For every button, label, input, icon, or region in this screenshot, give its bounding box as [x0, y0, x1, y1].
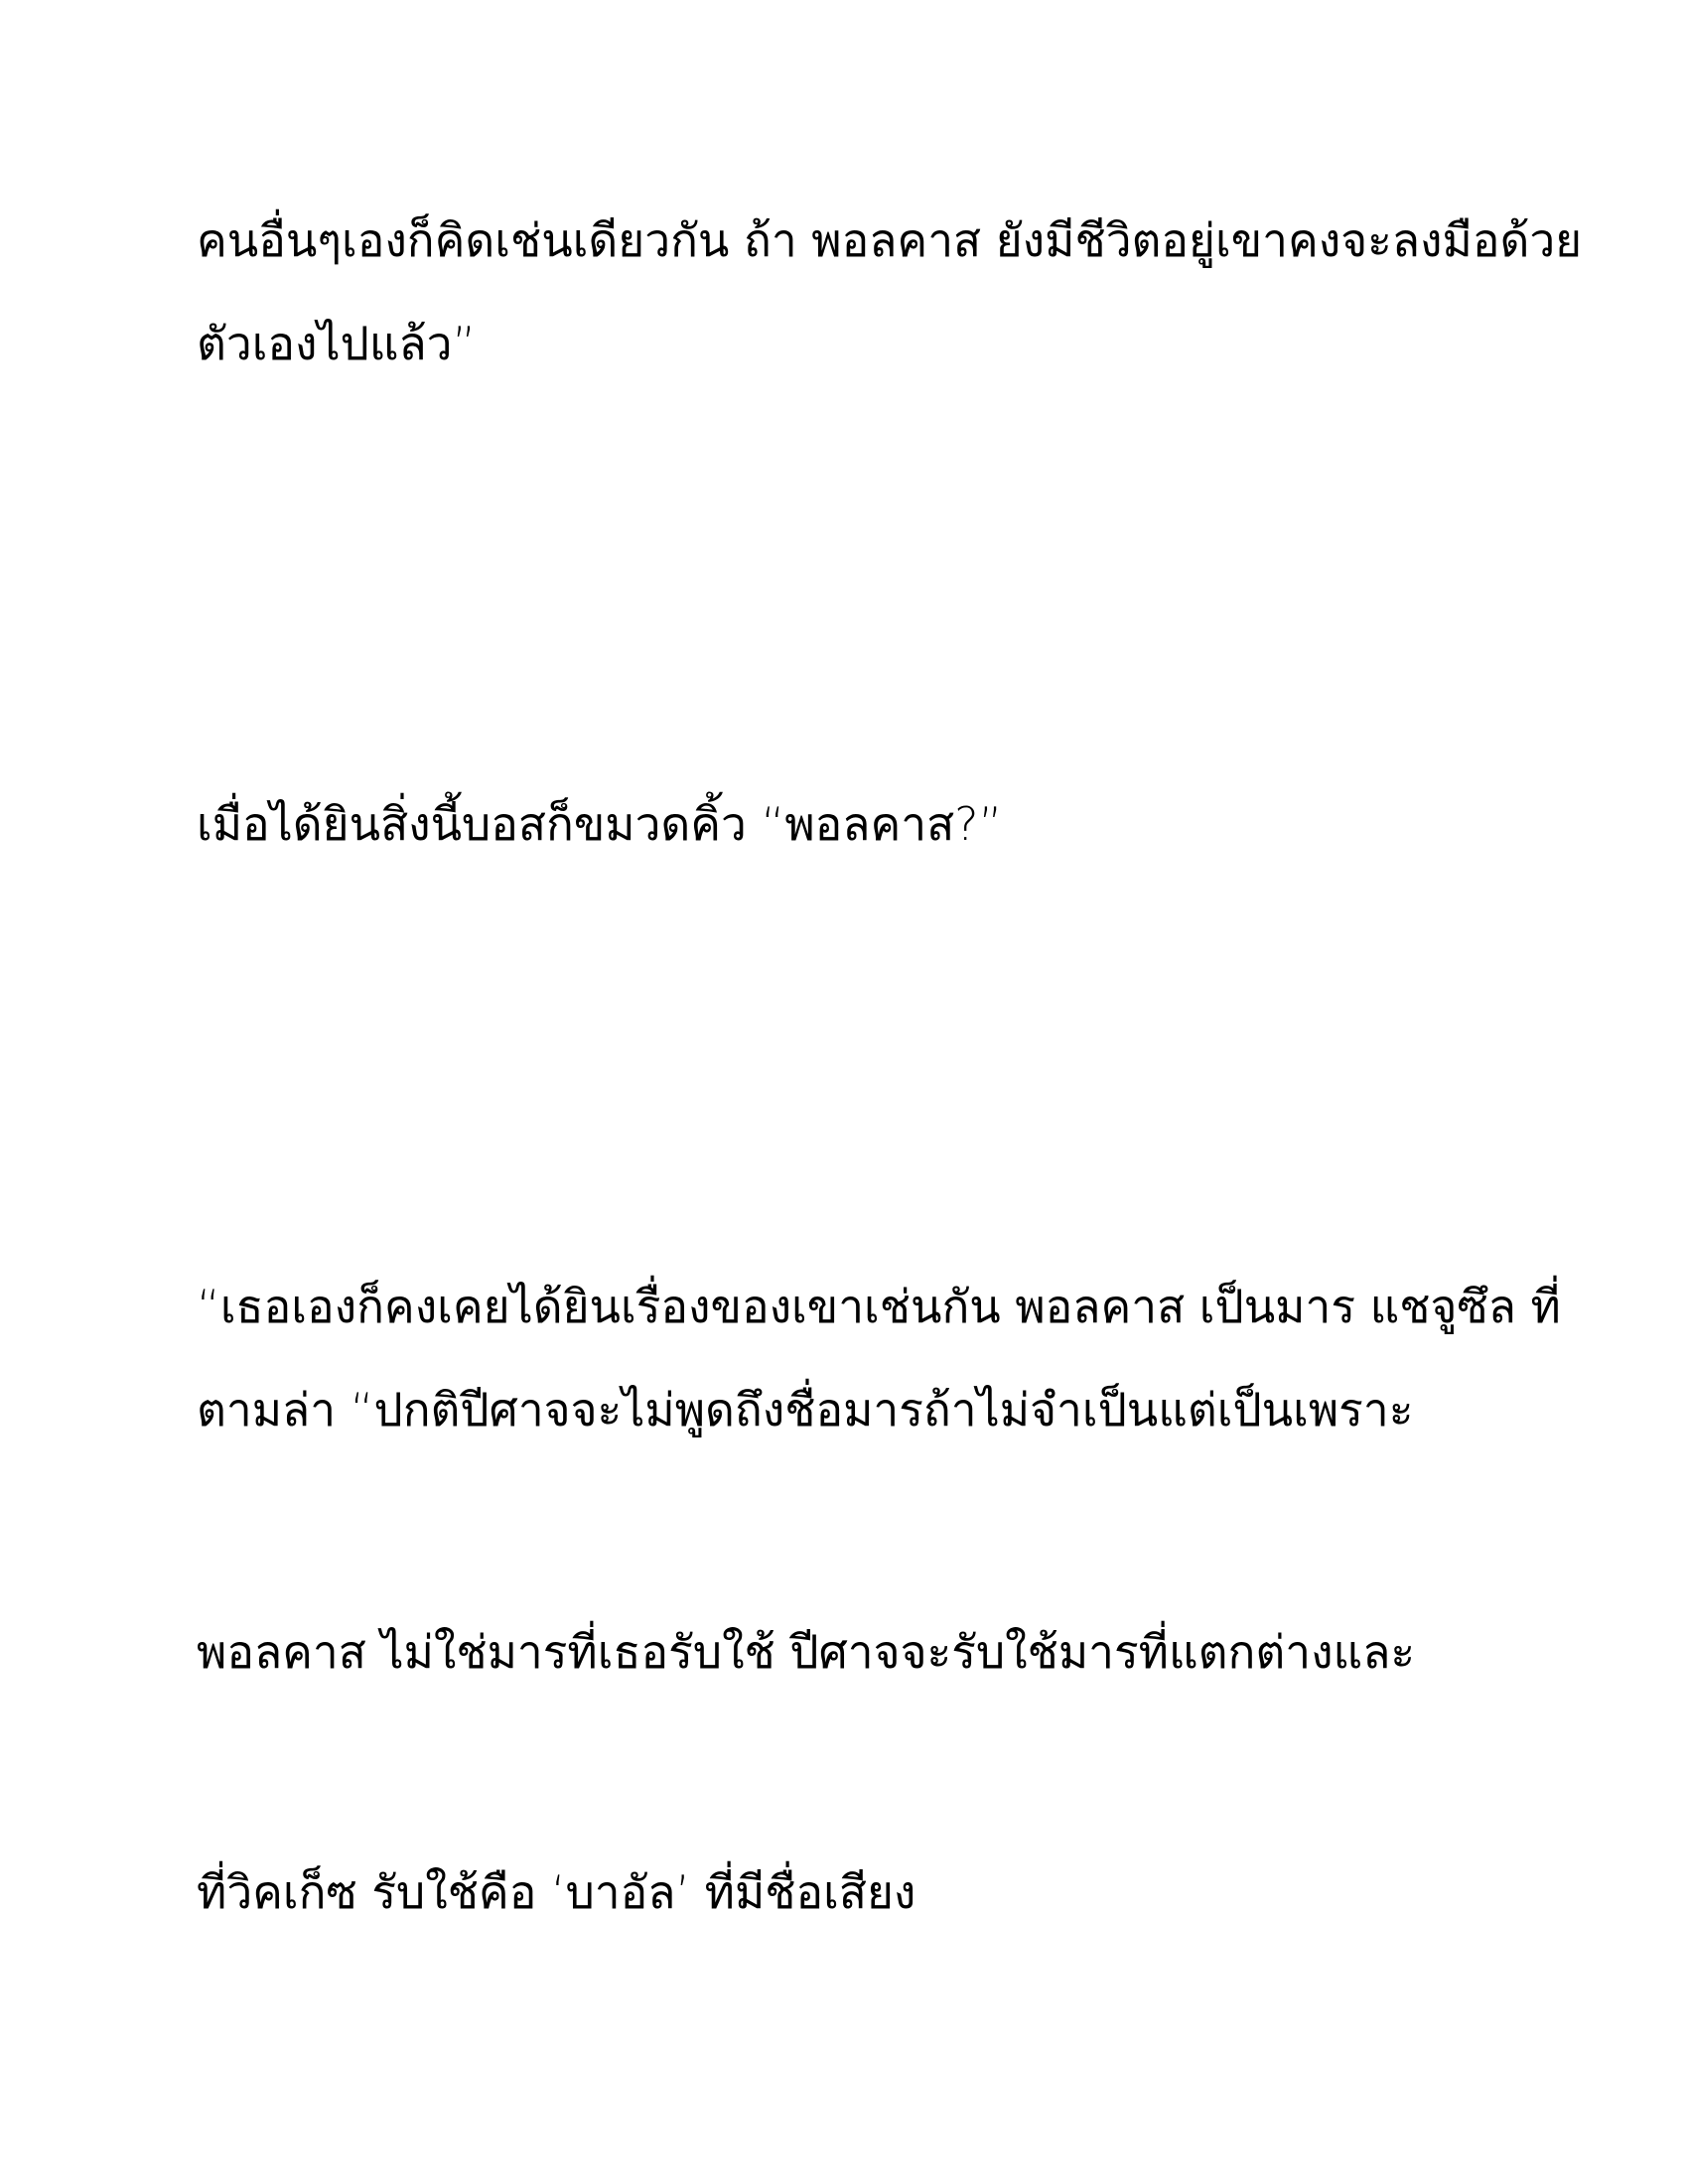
text-line: คนอื่นๆเองก็คิดเช่นเดียวกัน ถ้า พอลคาส ยังมีชีวิตอยู่เขาคงจะลงมือด้วย — [197, 213, 1583, 267]
text-line: “เธอเองก็คงเคยได้ยินเรื่องของเขาเช่นกัน พอลคาส เป็นมาร แชจูซึล ที่ — [197, 1280, 1561, 1333]
text-line: เมื่อได้ยินสิ่งนี้บอสก็ขมวดคิ้ว “พอลคาส?” — [197, 797, 1003, 851]
text-line: ตามล่า “ปกติปีศาจจะไม่พูดถึงชื่อมารถ้าไม่จำเป็นแต่เป็นเพราะ — [197, 1383, 1414, 1436]
text-line: ที่วิคเก็ซ รับใช้คือ ‘บาอัล’ ที่มีชื่อเสียง — [197, 1865, 916, 1919]
text-line: พอลคาส ไม่ใช่มารที่เธอรับใช้ ปีศาจจะรับใช้มารที่แตกต่างและ — [197, 1625, 1416, 1679]
text-line: ตัวเองไปแล้ว” — [197, 317, 477, 370]
